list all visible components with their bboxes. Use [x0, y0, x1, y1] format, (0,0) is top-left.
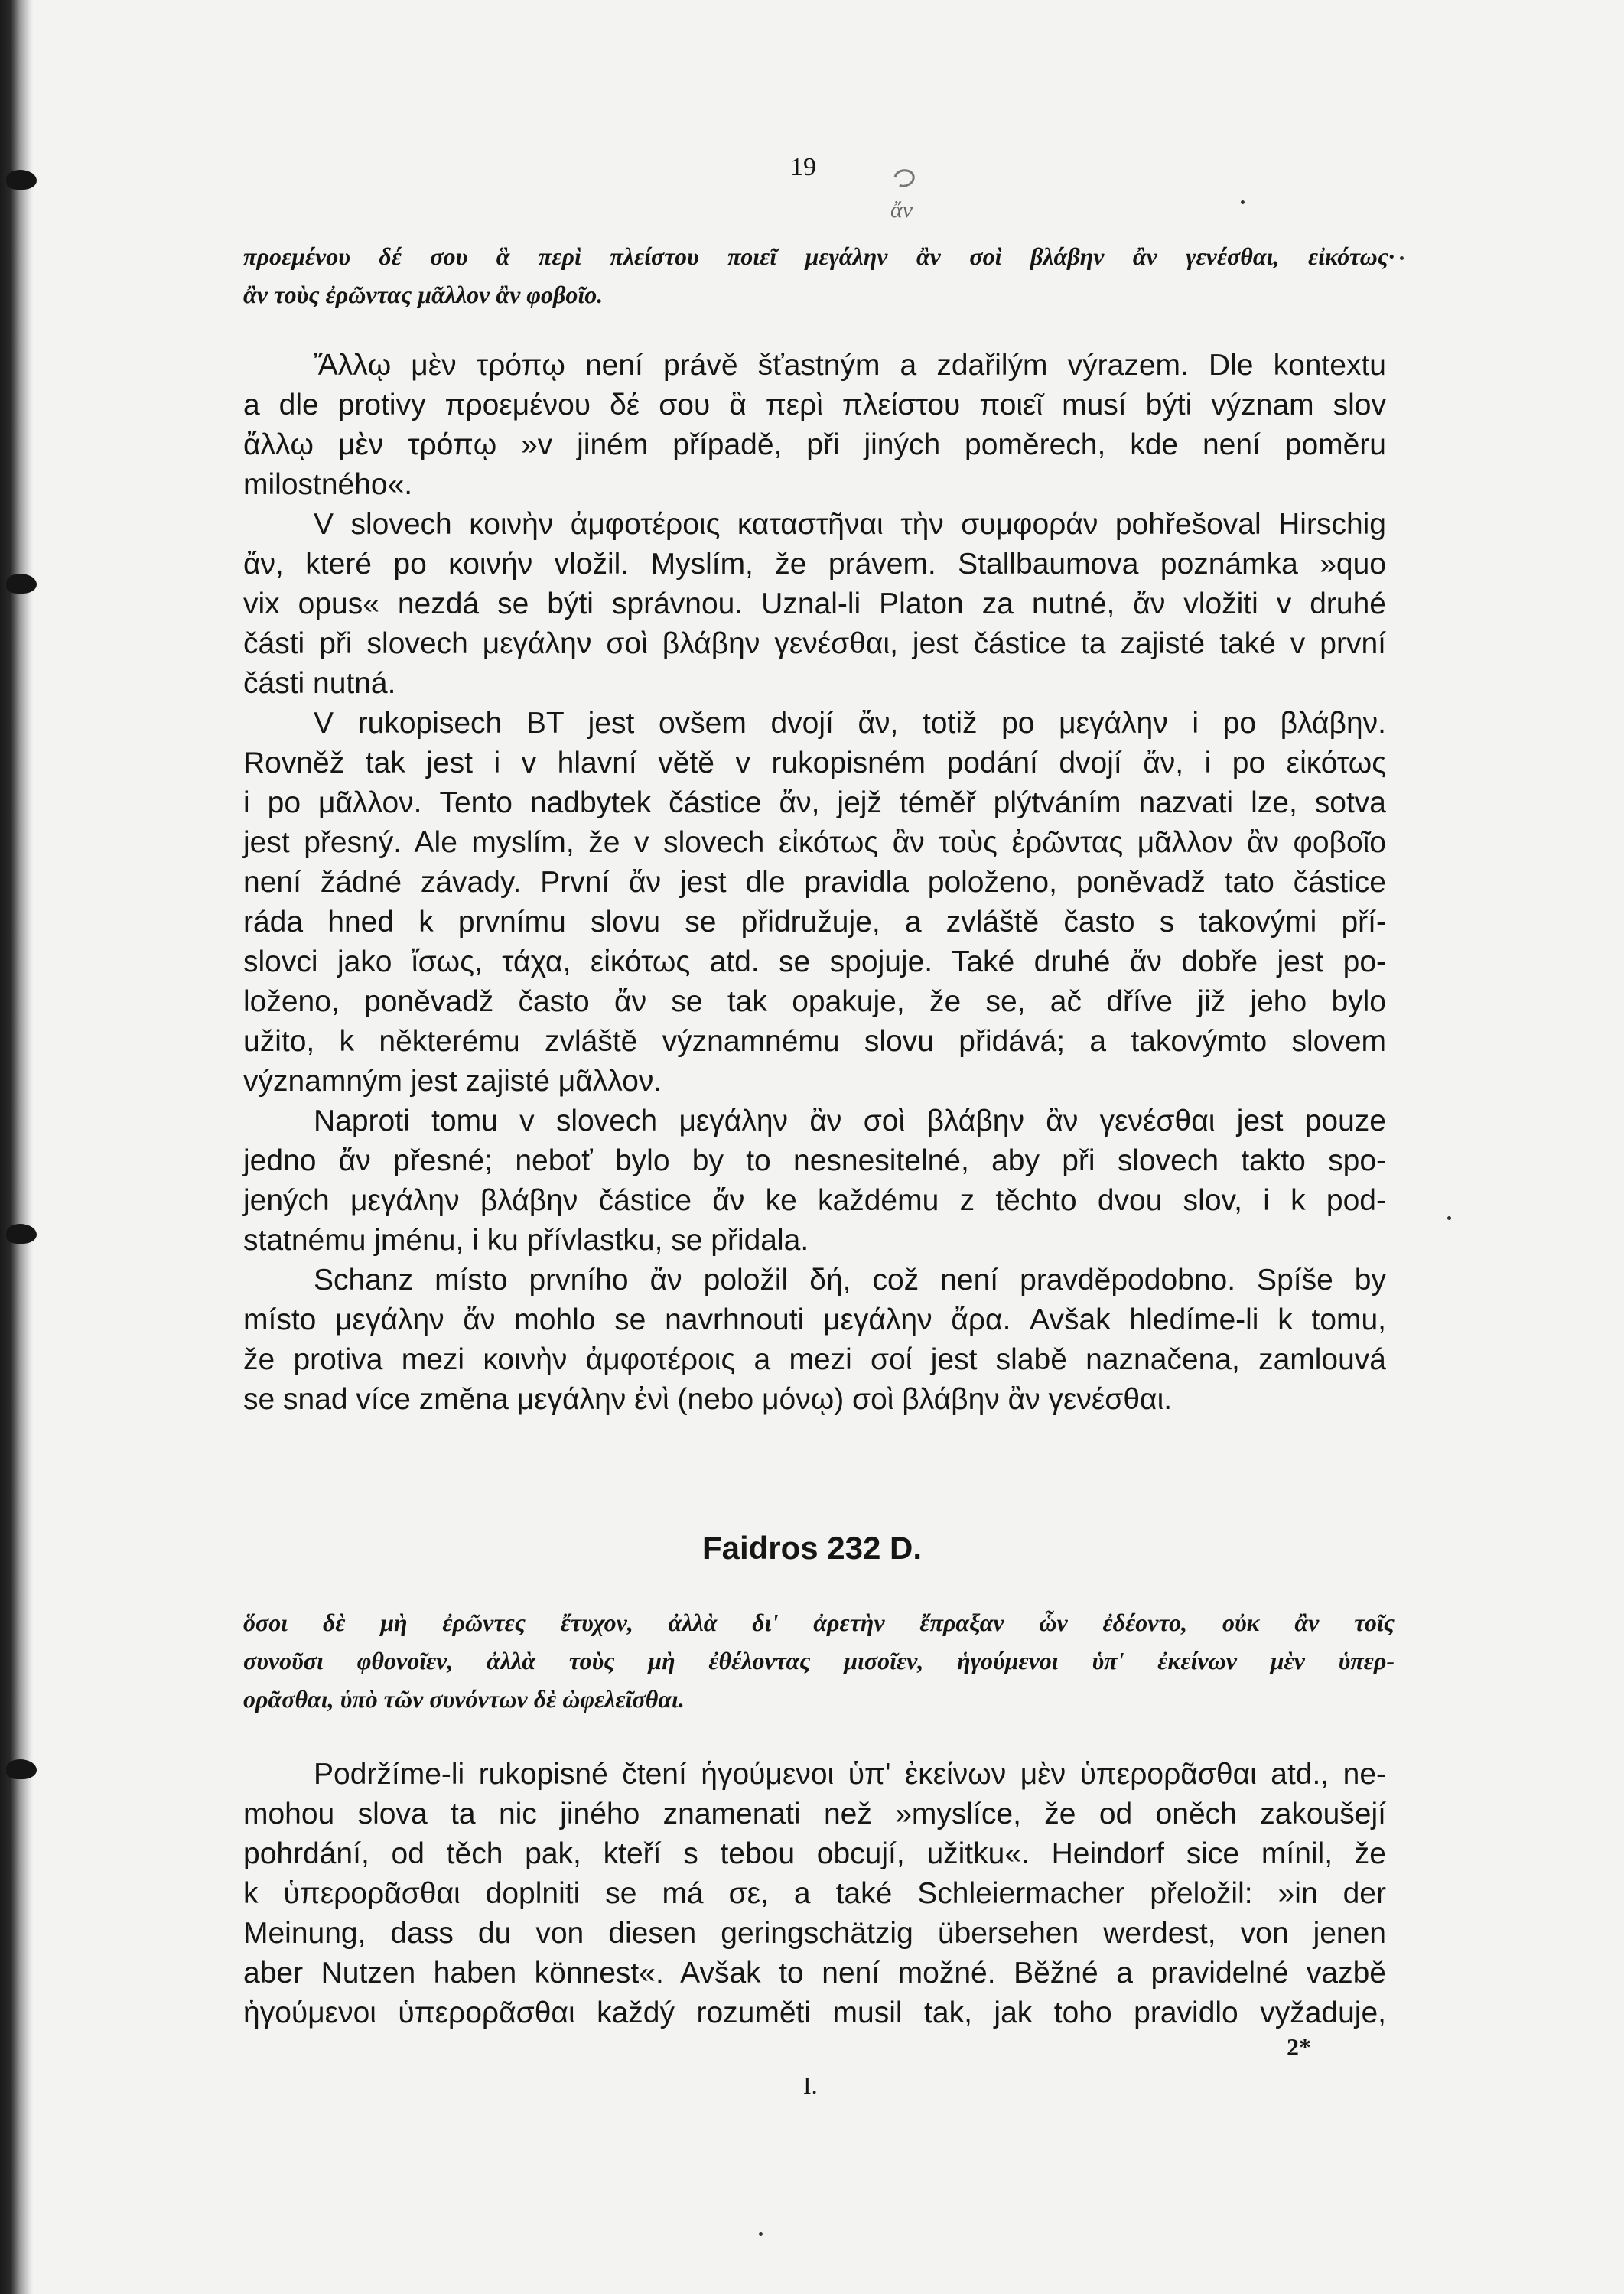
text-line: pohrdání, od těch pak, kteří s tebou obcují, užitku«. Heindorf sice mínil, že [243, 1837, 1386, 1870]
quote-line: συνοῦσι φθονοῖεν, ἀλλὰ τοὺς μὴ ἐθέλοντας μισοῖεν, ἡγούμενοι ὑπ' ἐκείνων μὲν ὑπερ- [243, 1647, 1395, 1674]
text-line: Schanz místo prvního ἄν položil δή, což není pravděpodobno. Spíše by [314, 1264, 1386, 1297]
commentary-body [243, 346, 1386, 1420]
text-line: k ὑπερορᾶσθαι doplniti se má σε, a také Schleiermacher přeložil: »in der [243, 1877, 1386, 1910]
quote-line: ορᾶσθαι, ὑπὸ τῶν συνόντων δὲ ὠφελεῖσθαι. [243, 1685, 685, 1713]
text-line: mohou slova ta nic jiného znamenati než »myslíce, že od oněch zakoušejí [243, 1798, 1386, 1830]
text-line: i po μᾶλλον. Tento nadbytek částice ἄν, jejž téměř plýtváním nazvati lze, sotva [243, 786, 1386, 819]
text-line: Naproti tomu v slovech μεγάλην ἂν σοὶ βλάβην ἂν γενέσθαι jest pouze [314, 1105, 1386, 1137]
quote-line: ἂν τοὺς ἐρῶντας μᾶλλον ἂν φοβοῖο. [243, 281, 604, 308]
text-line: vix opus« nezdá se býti správnou. Uznal-li Platon za nutné, ἄν vložiti v druhé [243, 587, 1386, 620]
text-line: ráda hned k prvnímu slovu se přidružuje, a zvláště často s takovými pří- [243, 906, 1386, 939]
binding-mark [6, 170, 37, 190]
text-line: že protiva mezi κοινὴν ἀμφοτέροις a mezi σοί jest slabě naznačena, zamlouvá [243, 1343, 1386, 1376]
paragraph [243, 505, 1386, 704]
paragraph [243, 1101, 1386, 1261]
print-speck [1400, 256, 1404, 260]
text-line: loženo, poněvadž často ἄν se tak opakuje, že se, ač dříve již jeho bylo [243, 985, 1386, 1018]
text-line: ἄν, které po κοινήν vložil. Myslím, že právem. Stallbaumova poznámka »quo [243, 548, 1386, 581]
svg-text:ἄν: ἄν [890, 197, 913, 223]
text-line: Meinung, dass du von diesen geringschätzig übersehen werdest, von jenen [243, 1917, 1386, 1950]
text-line: V rukopisech BT jest ovšem dvojí ἄν, totiž po μεγάλην i po βλάβην. [314, 707, 1386, 740]
text-line: jedno ἄν přesné; neboť bylo by to nesnesitelné, aby při slovech takto spo- [243, 1144, 1386, 1177]
text-line: milostného«. [243, 468, 413, 501]
section-heading: Faidros 232 D. [701, 1530, 923, 1566]
text-line: místo μεγάλην ἄν mohlo se navrhnouti μεγάλην ἄρα. Avšak hledíme-li k tomu, [243, 1303, 1386, 1336]
text-line: aber Nutzen haben könnest«. Avšak to není možné. Běžné a pravidelné vazbě [243, 1957, 1386, 1990]
text-line: jest přesný. Ale myslím, že v slovech εἰκότως ἂν τοὺς ἐρῶντας μᾶλλον ἂν φοβοῖο [243, 826, 1386, 859]
text-line: části nutná. [243, 667, 396, 700]
greek-quotation [243, 237, 1395, 314]
print-speck [759, 2232, 763, 2236]
binding-mark [6, 1224, 37, 1244]
text-line: Podržíme-li rukopisné čtení ἡγούμενοι ὑπ' ἐκείνων μὲν ὑπερορᾶσθαι atd., ne- [314, 1758, 1386, 1791]
text-line: jených μεγάλην βλάβην částice ἄν ke každému z těchto dvou slov, i k pod- [243, 1184, 1386, 1217]
page-number: 19 [790, 153, 816, 181]
signature-marker: 2* [1287, 2033, 1311, 2061]
text-line: se snad více změna μεγάλην ἐνὶ (nebo μόνῳ) σοὶ βλάβην ἂν γενέσθαι. [243, 1383, 1173, 1416]
text-line: části při slovech μεγάλην σοὶ βλάβην γενέσθαι, jest částice ta zajisté také v první [243, 627, 1386, 660]
text-line: Ἄλλῳ μὲν τρόπῳ není právě šťastným a zdařilým výrazem. Dle kontextu [314, 349, 1386, 382]
gathering-signature: I. [803, 2071, 818, 2099]
paragraph [243, 704, 1386, 1101]
text-line: slovci jako ἴσως, τάχα, εἰκότως atd. se spojuje. Také druhé ἄν dobře jest po- [243, 945, 1386, 978]
text-line: není žádné závady. První ἄν jest dle pravidla položeno, poněvadž tato částice [243, 866, 1386, 899]
paragraph [243, 1261, 1386, 1420]
text-line: a dle protivy προεμένου δέ σου ἃ περὶ πλείστου ποιεῖ musí býti význam slov [243, 389, 1386, 421]
quote-line: ὅσοι δὲ μὴ ἐρῶντες ἔτυχον, ἀλλὰ δι' ἀρετὴν ἔπραξαν ὧν ἐδέοντο, οὐκ ἂν τοῖς [243, 1609, 1395, 1636]
book-binding-shadow [0, 0, 34, 2294]
text-line: statnému jménu, i ku přívlastku, se přidala. [243, 1224, 809, 1257]
handwritten-annotation [881, 162, 935, 223]
binding-mark [6, 1759, 37, 1779]
paragraph [243, 346, 1386, 505]
paragraph [243, 1755, 1386, 2033]
greek-quotation [243, 1603, 1395, 1718]
binding-mark [6, 574, 37, 594]
text-line: užito, k některému zvláště významnému slovu přidává; a takovýmto slovem [243, 1025, 1386, 1058]
text-line: významným jest zajisté μᾶλλον. [243, 1065, 662, 1098]
commentary-body [243, 1755, 1386, 2033]
text-line: ἡγούμενοι ὑπερορᾶσθαι každý rozuměti musil tak, jak toho pravidlo vyžaduje, [243, 1996, 1386, 2029]
text-line: ἄλλῳ μὲν τρόπῳ »v jiném případě, při jiných poměrech, kde není poměru [243, 428, 1386, 461]
print-speck [1447, 1216, 1451, 1220]
text-line: Rovněž tak jest i v hlavní větě v rukopisném podání dvojí ἄν, i po εἰκότως [243, 747, 1386, 779]
print-speck [1241, 200, 1245, 204]
quote-line: προεμένου δέ σου ἃ περὶ πλείστου ποιεῖ μεγάλην ἂν σοὶ βλάβην ἂν γενέσθαι, εἰκότως· [243, 242, 1395, 270]
text-line: V slovech κοινὴν ἀμφοτέροις καταστῆναι τὴν συμφοράν pohřešoval Hirschig [314, 508, 1386, 541]
